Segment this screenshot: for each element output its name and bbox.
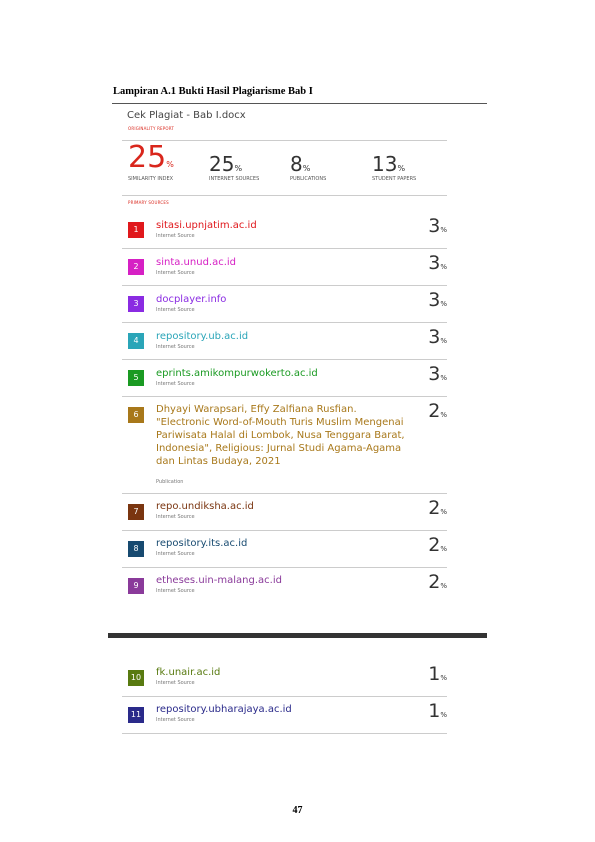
divider	[122, 140, 447, 141]
source-row	[122, 568, 447, 605]
source-percent: 2%	[428, 571, 447, 593]
caption-underline	[112, 103, 487, 104]
appendix-caption: Lampiran A.1 Bukti Hasil Plagiarisme Bab I	[113, 86, 313, 97]
source-name: repository.its.ac.id	[156, 538, 248, 549]
source-row	[122, 531, 447, 568]
source-type: Internet Source	[156, 680, 195, 686]
rank-badge: 7	[128, 504, 144, 520]
rank-badge: 5	[128, 370, 144, 386]
source-row	[122, 212, 447, 249]
source-name: fk.unair.ac.id	[156, 667, 221, 678]
stat-label: SIMILARITY INDEX	[128, 176, 174, 182]
source-type: Internet Source	[156, 307, 195, 313]
source-name: repo.undiksha.ac.id	[156, 501, 254, 512]
rank-badge: 6	[128, 407, 144, 423]
source-name: repository.ubharajaya.ac.id	[156, 704, 292, 715]
source-type: Internet Source	[156, 551, 195, 557]
stat-internet-sources	[209, 152, 260, 182]
source-percent: 3%	[428, 215, 447, 237]
rank-badge: 8	[128, 541, 144, 557]
source-row	[122, 249, 447, 286]
source-percent: 3%	[428, 363, 447, 385]
source-percent: 2%	[428, 534, 447, 556]
rank-badge: 9	[128, 578, 144, 594]
source-type: Internet Source	[156, 344, 195, 350]
stat-label: PUBLICATIONS	[290, 176, 327, 182]
source-type: Internet Source	[156, 717, 195, 723]
divider	[122, 195, 447, 196]
stat-label: STUDENT PAPERS	[372, 176, 417, 182]
rank-badge: 10	[128, 670, 144, 686]
primary-sources-label: PRIMARY SOURCES	[128, 200, 169, 205]
source-name: Dhyayi Warapsari, Effy Zalfiana Rusfian. "Electronic Word-of-Mouth Turis Muslim Mengenai Pariwisata Halal di Lombok, Nusa Tenggara Barat, Indonesia", Religious: Jurnal Studi Agama-Agama dan Lintas Budaya, 2021	[156, 404, 405, 467]
source-name: sitasi.upnjatim.ac.id	[156, 220, 257, 231]
source-type: Internet Source	[156, 270, 195, 276]
percent-sign: %	[234, 164, 243, 173]
source-type: Internet Source	[156, 514, 195, 520]
rank-badge: 11	[128, 707, 144, 723]
stat-value: 25	[209, 152, 235, 176]
source-percent: 2%	[428, 400, 447, 422]
percent-sign: %	[302, 164, 311, 173]
stat-value: 25	[128, 140, 167, 175]
source-name: docplayer.info	[156, 294, 227, 305]
page-break-bar	[108, 633, 487, 638]
source-row	[122, 697, 447, 734]
originality-report-label: ORIGINALITY REPORT	[128, 126, 175, 131]
percent-sign: %	[397, 164, 406, 173]
source-row	[122, 323, 447, 360]
source-type: Internet Source	[156, 381, 195, 387]
rank-badge: 4	[128, 333, 144, 349]
row-divider	[122, 733, 447, 734]
source-name: eprints.amikompurwokerto.ac.id	[156, 368, 318, 379]
stat-publications	[290, 152, 327, 182]
source-percent: 3%	[428, 326, 447, 348]
stat-value: 13	[372, 152, 398, 176]
source-row	[122, 494, 447, 531]
rank-badge: 1	[128, 222, 144, 238]
source-name: sinta.unud.ac.id	[156, 257, 237, 268]
source-percent: 3%	[428, 289, 447, 311]
source-percent: 3%	[428, 252, 447, 274]
stat-value: 8	[290, 152, 303, 176]
source-row	[122, 660, 447, 697]
source-name: repository.ub.ac.id	[156, 331, 249, 342]
source-row	[122, 360, 447, 397]
percent-sign: %	[166, 160, 174, 169]
report-title: Cek Plagiat - Bab I.docx	[127, 110, 246, 121]
source-row	[122, 286, 447, 323]
page-number: 47	[292, 805, 303, 816]
rank-badge: 2	[128, 259, 144, 275]
source-percent: 1%	[428, 700, 447, 722]
source-type: Internet Source	[156, 588, 195, 594]
rank-badge: 3	[128, 296, 144, 312]
stat-student-papers	[372, 152, 417, 182]
source-name: etheses.uin-malang.ac.id	[156, 575, 282, 586]
stat-label: INTERNET SOURCES	[209, 176, 260, 182]
source-percent: 2%	[428, 497, 447, 519]
source-type: Publication	[156, 479, 184, 485]
source-type: Internet Source	[156, 233, 195, 239]
source-row	[122, 397, 447, 494]
stat-similarity-index	[128, 140, 174, 182]
source-percent: 1%	[428, 663, 447, 685]
